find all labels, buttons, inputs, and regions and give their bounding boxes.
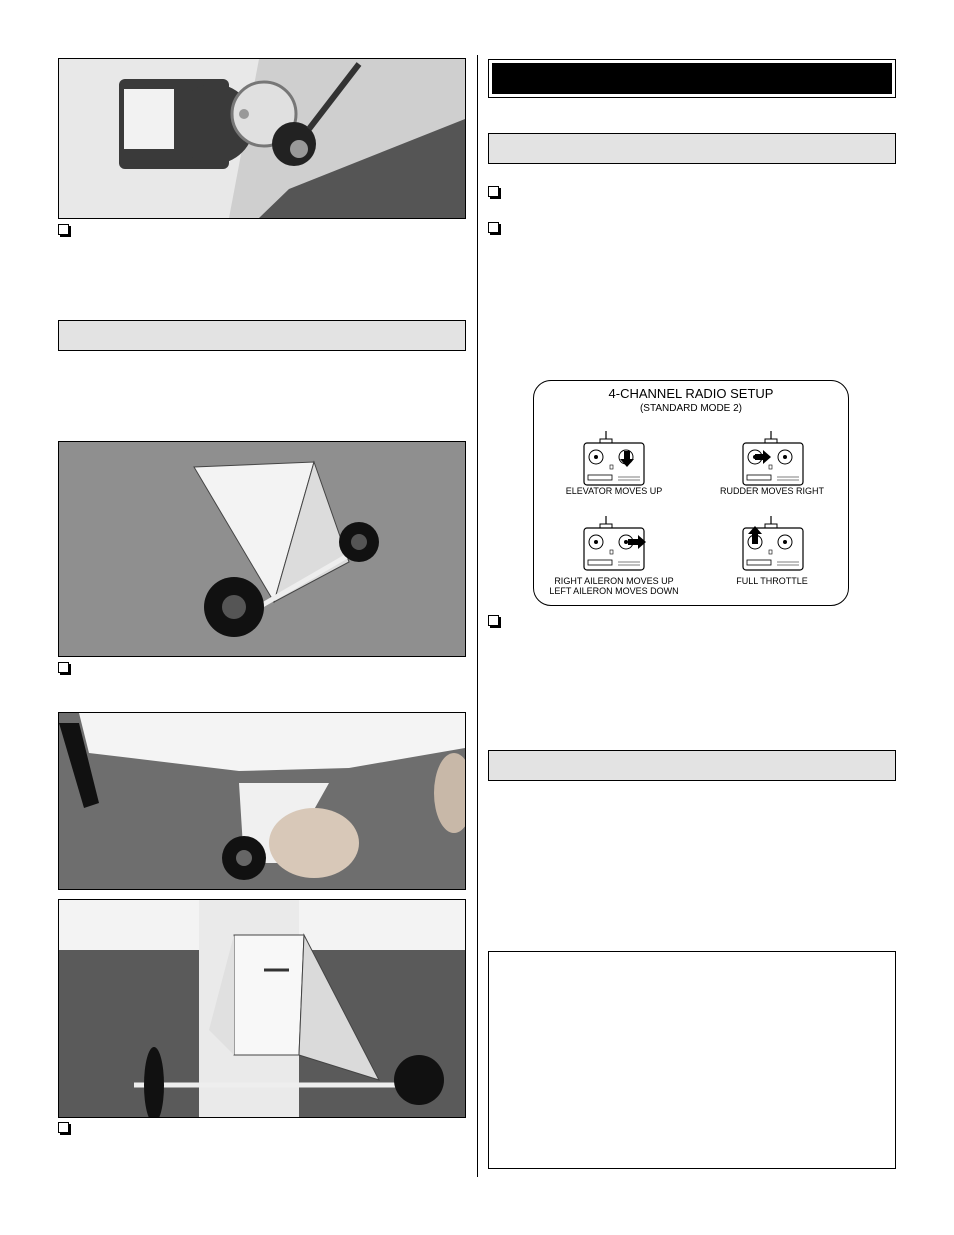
section-header-bar: [488, 133, 896, 164]
section-header-bar: [58, 320, 466, 351]
radio-setup-subtitle: (STANDARD MODE 2): [639, 403, 743, 414]
note-box: [488, 951, 896, 1169]
transmitter-rudder-icon: [741, 429, 805, 487]
rudder-label: RUDDER MOVES RIGHT: [719, 486, 824, 496]
gear-installed-photo: [58, 899, 466, 1118]
motor-gearbox-photo: [58, 58, 466, 219]
transmitter-throttle-icon: [741, 514, 805, 572]
checkbox-icon[interactable]: [58, 224, 69, 235]
checkbox-icon[interactable]: [488, 186, 499, 197]
radio-setup-diagram: [533, 380, 849, 606]
column-divider: [477, 55, 478, 1177]
checkbox-icon[interactable]: [488, 222, 499, 233]
checkbox-icon[interactable]: [58, 1122, 69, 1133]
transmitter-elevator-icon: [582, 429, 646, 487]
transmitter-aileron-icon: [582, 514, 652, 572]
elevator-label: ELEVATOR MOVES UP: [565, 486, 663, 496]
section-header-bar: [488, 750, 896, 781]
section-title-bar: [488, 59, 896, 98]
aileron-label: RIGHT AILERON MOVES UP LEFT AILERON MOVES DOWN: [549, 576, 679, 596]
landing-gear-photo: [58, 441, 466, 657]
checkbox-icon[interactable]: [488, 615, 499, 626]
throttle-label: FULL THROTTLE: [736, 576, 808, 586]
radio-setup-title: 4-CHANNEL RADIO SETUP: [608, 386, 774, 401]
checkbox-icon[interactable]: [58, 662, 69, 673]
gear-install-photo: [58, 712, 466, 890]
